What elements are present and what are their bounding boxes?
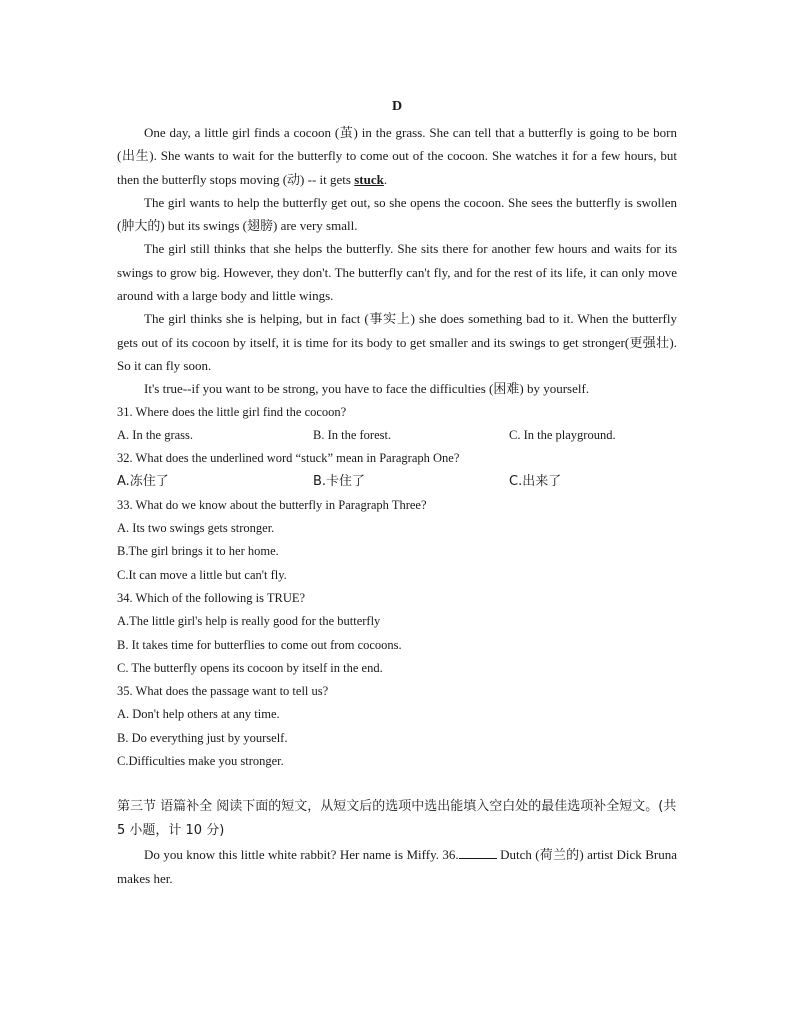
question-31-option-c: C. In the playground.: [509, 427, 616, 442]
question-33-option-a: A. Its two swings gets stronger.: [117, 521, 275, 536]
section-3-text-end: Dutch (荷兰的) artist Dick Bruna makes her.: [117, 847, 677, 886]
question-32-option-a: A.冻住了: [117, 474, 169, 490]
question-31-options: [117, 424, 677, 447]
question-31-option-b: B. In the forest.: [313, 427, 392, 442]
document-page: [117, 98, 677, 890]
question-35-stem: 35. What does the passage want to tell us?: [117, 684, 329, 699]
question-35-option-b: B. Do everything just by yourself.: [117, 730, 288, 745]
question-33-option-c: C.It can move a little but can't fly.: [117, 567, 287, 582]
paragraph-5: It's true--if you want to be strong, you have to face the difficulties (困难) by yourself.: [144, 381, 590, 397]
paragraph-1: [117, 121, 677, 191]
section-3-heading: 第三节 语篇补全 阅读下面的短文，从短文后的选项中选出能填入空白处的最佳选项补全短文。(共 5 小题，计 10 分): [117, 799, 677, 839]
question-32-stem: 32. What does the underlined word “stuck” mean in Paragraph One?: [117, 451, 460, 466]
question-31-stem: 31. Where does the little girl find the cocoon?: [117, 404, 347, 419]
question-35-option-a: A. Don't help others at any time.: [117, 707, 280, 722]
question-34-option-b: B. It takes time for butterflies to come out from cocoons.: [117, 637, 402, 652]
paragraph-4: The girl thinks she is helping, but in fact (事实上) she does something bad to it. When the butterfly gets out of its cocoon by itself, it is time for its body to get smaller and its swings to get stronger(更强壮). So it can fly soon.: [117, 311, 677, 373]
underlined-word-stuck: stuck: [354, 171, 384, 187]
blank-36[interactable]: [459, 846, 497, 859]
question-32-options: [117, 470, 677, 493]
passage-title: D: [391, 99, 403, 114]
paragraph-1-text: One day, a little girl finds a cocoon (茧) in the grass. She can tell that a butterfly is going to be born (出生). She wants to wait for the butterfly to come out of the cocoon. She watches it for a few hours, but then the butterfly stops moving (动) -- it gets: [117, 125, 677, 187]
question-34-stem: 34. Which of the following is TRUE?: [117, 590, 306, 605]
paragraph-2: The girl wants to help the butterfly get out, so she opens the cocoon. She sees the butterfly is swollen (肿大的) but its swings (翅膀) are very small.: [117, 194, 677, 234]
question-32-option-b: B.卡住了: [313, 474, 366, 490]
question-31-option-a: A. In the grass.: [117, 427, 194, 442]
question-33-option-b: B.The girl brings it to her home.: [117, 544, 279, 559]
section-3-text-start: Do you know this little white rabbit? Her name is Miffy. 36.: [144, 847, 459, 863]
question-32-option-c: C.出来了: [509, 474, 562, 490]
section-3-passage: [117, 843, 677, 890]
section-spacer: [117, 773, 677, 795]
question-34-option-c: C. The butterfly opens its cocoon by itself in the end.: [117, 660, 383, 675]
question-34-option-a: A.The little girl's help is really good for the butterfly: [117, 614, 381, 629]
paragraph-3: The girl still thinks that she helps the butterfly. She sits there for another few hours and waits for its swings to grow big. However, they don't. The butterfly can't fly, and for the rest of its life, it can only move around with a large body and little wings.: [117, 241, 677, 304]
question-35-option-c: C.Difficulties make you stronger.: [117, 754, 284, 769]
paragraph-1-end: .: [383, 171, 388, 187]
question-33-stem: 33. What do we know about the butterfly in Paragraph Three?: [117, 497, 427, 512]
